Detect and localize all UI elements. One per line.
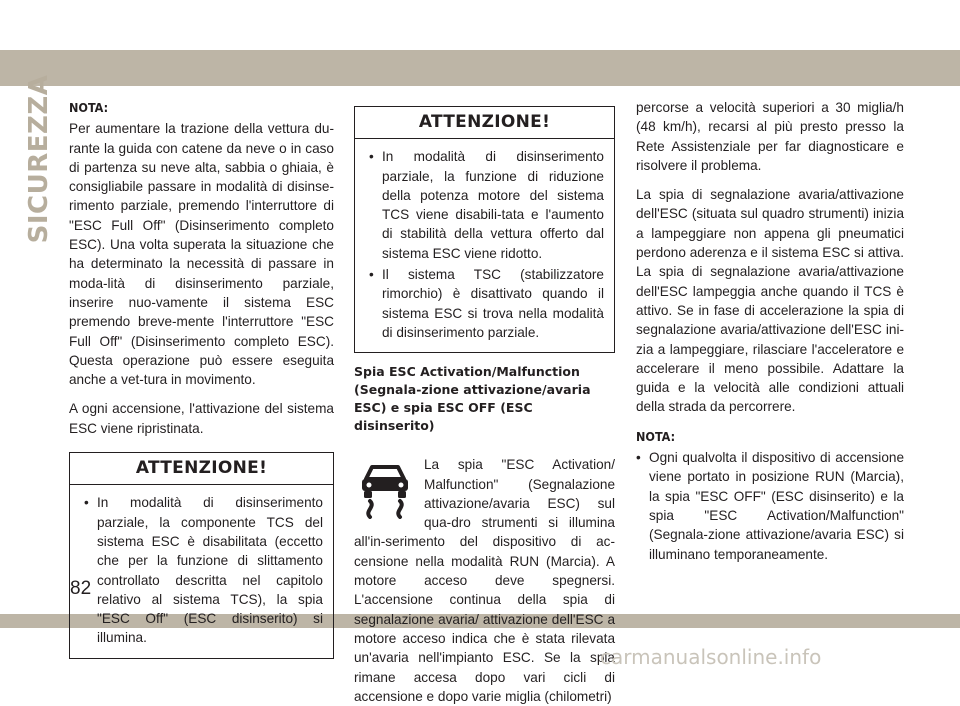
warning-item: • In modalità di disinserimento parziale, la componente TCS del sistema ESC è disabilitata (eccetto che per la funzione di slittamento controllato descritta nel capitolo relativo al sistema TCS), la spia "ESC Off" (ESC disinserito) si illumina. [84, 493, 323, 647]
flashing-light-paragraph: La spia di segnalazione avaria/attivazione dell'ESC (situata sul quadro strumenti) inizia a lampeggiare non appena gli pneumatici perdono aderenza e il sistema ESC si attiva. La spia di segnalazione avaria/attivazione dell'ESC lampeggia anche quando il TCS è attivo. Se in fase di accelerazione la spia di segnalazione avaria/attivazione dell'ESC ini-zia a lampeggiare, rilasciare l'acceleratore e accelerare il meno possibile. Adattare la guida e la velocità alle condizioni attuali della strada da percorrere. [636, 187, 904, 415]
warning-title: ATTENZIONE! [70, 453, 333, 485]
warning-box-middle [354, 106, 615, 353]
warning-light-paragraph: La spia "ESC Activation/ Malfunction" (Segnalazione attivazione/avaria ESC) sul qua-dro strumenti si illumina all'in-serimento del dispositivo di ac-censione nella modalità RUN (Marcia). A motore acceso deve spegnersi. L'accensione continua della spia di segnalazione avaria/ attivazione dell'ESC a motore acceso indica che è stata rilevata un'avaria nell'impianto ESC. Se la spia rimane accesa dopo vari cicli di accensione e dopo varie miglia (chilometri) [354, 457, 615, 704]
reset-paragraph: A ogni accensione, l'attivazione del sistema ESC viene ripristinata. [69, 401, 334, 436]
warning-item: • In modalità di disinserimento parziale, la funzione di riduzione della potenza motore del sistema TCS viene disabili-tata e l'aumento di stabilità della vettura offerto dal sistema ESC viene ridotto. [369, 147, 604, 263]
note-label: NOTA: [69, 100, 109, 115]
section-label-text: SICUREZZA [24, 74, 54, 244]
watermark: carmanualsonline.info [600, 645, 822, 669]
skid-car-icon [354, 459, 416, 519]
section-title: Spia ESC Activation/Malfunction (Segnala-zione attivazione/avaria ESC) e spia ESC OFF (ESC disinserito) [354, 364, 591, 434]
column-middle [354, 98, 615, 706]
note-paragraph: Per aumentare la trazione della vettura du-rante la guida con catene da neve o in caso di partenza su neve alta, sabbia o ghiaia, è consigliabile passare in modalità di disinse-rimento parziale, premendo l'interruttore di "ESC Full Off" (Disinserimento completo ESC). Una volta superata la situazione che ha determinato la necessità di passare in moda-lità di disinserimento parziale, inserire nuo-vamente il sistema ESC premendo breve-mente l'interruttore "ESC Full Off" (Disinserimento completo ESC). Questa operazione può essere eseguita anche a vet-tura in movimento. [69, 121, 334, 388]
section-side-label [24, 74, 54, 244]
note-label: NOTA: [636, 428, 676, 444]
diagnosis-paragraph: percorse a velocità superiori a 30 miglia/h (48 km/h), recarsi al più presto presso la Rete Assistenziale per far diagnosticare e risolvere il problema. [636, 100, 904, 173]
warning-box-left [69, 452, 334, 659]
page-number: 82 [70, 578, 92, 599]
warning-item: • Il sistema TSC (stabilizzatore rimorchio) è disattivato quando il sistema ESC si trova nella modalità di disinserimento parziale. [369, 265, 604, 342]
column-right [636, 98, 904, 564]
column-left [69, 98, 334, 669]
header-band [0, 50, 960, 86]
warning-title: ATTENZIONE! [355, 107, 614, 139]
note-item: • Ogni qualvolta il dispositivo di accensione viene portato in posizione RUN (Marcia), la spia "ESC OFF" (ESC disinserito) e la spia "ESC Activation/Malfunction" (Segnala-zione attivazione/avaria ESC) si illuminano temporaneamente. [636, 448, 904, 564]
